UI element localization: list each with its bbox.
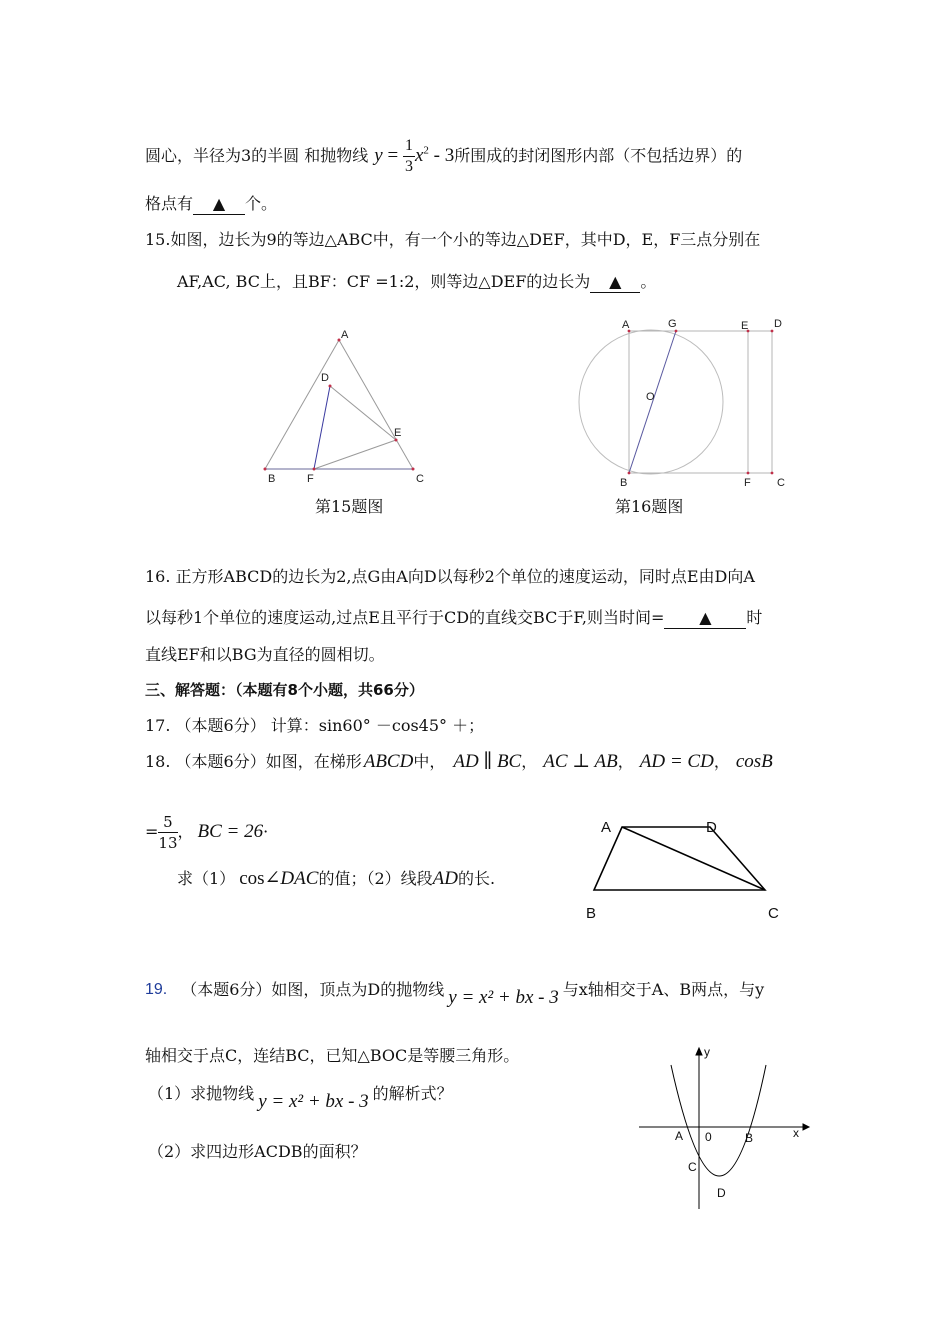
fig16-label-E: E [741,320,749,332]
fig16-label-O: O [646,391,655,403]
q15-line-1: 15.如图，边长为9的等边△ABC中，有一个小的等边△DEF，其中D，E，F三点分别在 [145,230,761,249]
fig19-label-B: B [745,1131,754,1145]
parabola-equation: y = $\frac{1}{3}$ $x^2 - 3$ [374,136,455,175]
fig15-label-D: D [321,372,329,384]
fig18-label-D: D [706,819,717,836]
fig15-label-C: C [416,473,424,485]
fig16-label-G: G [668,318,677,330]
intro-line-1-prefix: 圆心，半径为3的半圆 和抛物线 [145,146,369,165]
fig18-label-A: A [601,819,612,836]
fig15-label-F: F [307,473,314,485]
q17-text: 17. （本题6分） 计算：sin60° －cos45° ＋； [145,716,485,735]
intro-line-1-suffix: 所围成的封闭图形内部（不包括边界）的 [454,146,743,165]
fig19-label-O: 0 [705,1130,712,1144]
q16-line-2: 以每秒1个单位的速度运动,过点E且平行于CD的直线交BC于F,则当时间= ▲ 时 [145,608,763,627]
figure-16 [570,315,810,495]
fig16-label-A: A [622,319,630,331]
fig16-label-D: D [774,318,782,330]
fig16-label-C: C [777,477,785,489]
fig16-label-B: B [620,477,628,489]
q19-sub-2: （2）求四边形ACDB的面积？ [148,1142,367,1161]
fig19-label-y: y [704,1045,710,1059]
fig15-label-B: B [268,473,276,485]
figure-18 [585,815,805,925]
answer-blank-15[interactable]: ▲ [590,272,640,293]
fig19-label-A: A [675,1129,684,1143]
figure-15-caption: 第15题图 [315,497,384,516]
figure-15 [250,320,450,500]
intro-line-2: 格点有 ▲ 个。 [145,194,278,213]
figure-16-caption: 第16题图 [615,497,684,516]
fig15-label-A: A [341,329,349,341]
q18-line-3: 求（1） cos ∠DAC 的值；（2）线段 AD 的长. [177,868,496,889]
answer-blank-14[interactable]: ▲ [193,194,245,215]
q19-sub-1: （1）求抛物线 y = x² + bx - 3 的解析式？ [148,1084,453,1112]
fig18-label-C: C [768,905,779,922]
q16-line-3: 直线EF和以BG为直径的圆相切。 [145,645,385,664]
fig19-label-D: D [717,1186,726,1200]
fig18-label-B: B [586,905,597,922]
q19-line-1: 19. （本题6分）如图，顶点为D的抛物线 y = x² + bx - 3 与x轴相交于A、B两点，与y [145,980,765,1008]
fig19-label-x: x [793,1126,799,1140]
intro-line-1 [145,134,742,178]
q16-line-1: 16. 正方形ABCD的边长为2,点G由A向D以每秒2个单位的速度运动，同时点E由D向A [145,567,755,586]
q19-number: 19. [145,981,168,998]
section-3-title: 三、解答题：（本题有8个小题，共66分） [145,681,424,699]
fig15-label-E: E [394,427,402,439]
fig19-label-C: C [688,1160,697,1174]
fig16-label-F: F [744,477,751,489]
answer-blank-16[interactable]: ▲ [664,608,746,629]
q18-line-2: = $\frac{5}{13}$ ， BC = 26 · [145,812,269,852]
figure-19 [635,1045,815,1215]
q18-line-1: 18. （本题6分）如图，在梯形 ABCD 中， AD ∥ BC ， AC ⊥ AB ， AD = CD ， cosB [145,751,773,772]
q19-line-2: 轴相交于点C，连结BC，已知△BOC是等腰三角形。 [145,1046,520,1065]
q15-line-2: AF,AC, BC上，且BF：CF =1:2，则等边△DEF的边长为 ▲ 。 [177,272,657,291]
